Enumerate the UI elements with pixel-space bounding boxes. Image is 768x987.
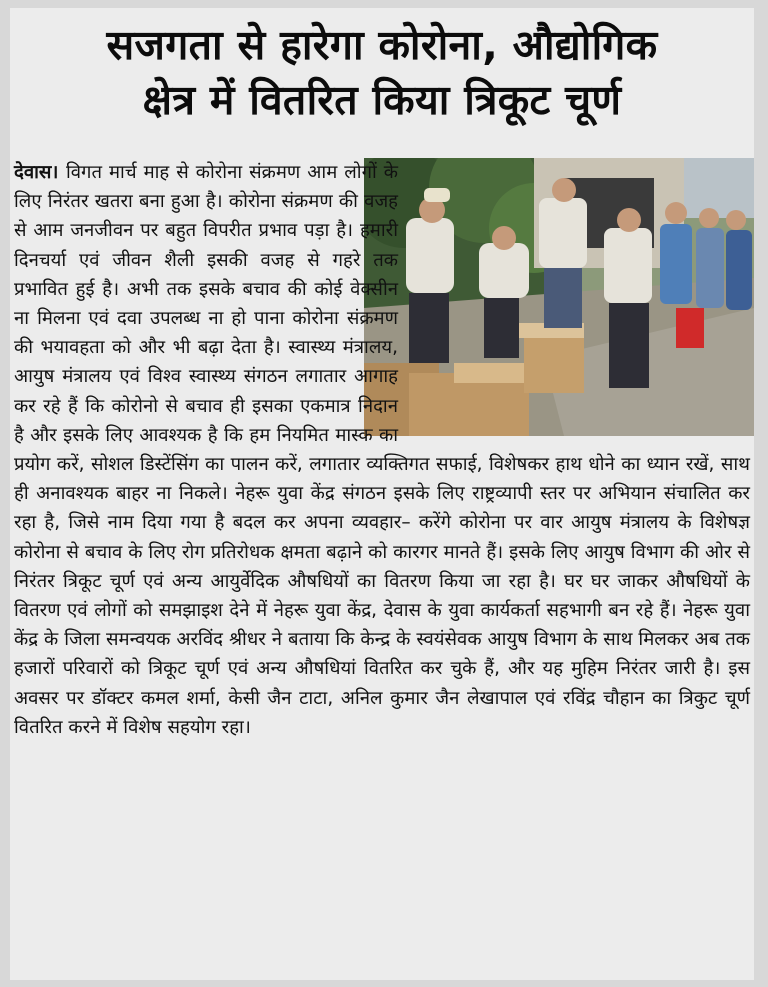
article-text: विगत मार्च माह से कोरोना संक्रमण आम लोगों के लिए निरंतर खतरा बना हुआ है। कोरोना संक्रमण की वजह से आम जनजीवन पर बहुत विपरीत प्रभाव पड़ा है। हमारी दिनचर्या एवं जीवन शैली इसकी वजह से गहरे तक प्रभावित हुई है। अभी तक इसके बचाव की कोई वेक्सीन ना मिलना एवं दवा उपलब्ध ना हो पाना कोरोना संक्रमण की भयावहता को और भी बढ़ा देता है। स्वास्थ्य मंत्रालय, आयुष मंत्रालय एवं विश्व स्वास्थ्य संगठन लगातार आगाह कर रहे हैं कि कोरोनो से बचाव ही इसका एकमात्र निदान है और इसके लिए आवश्यक है कि हम नियमित मास्क का प्रयोग करें, सोशल डिस्टेंसिंग का पालन करें, लगातार व्यक्तिगत सफाई, विशेषकर हाथ धोने का ध्यान रखें, साथ ही अनावश्यक बाहर ना निकले। नेहरू युवा केंद्र संगठन इसके लिए राष्ट्रव्यापी स्तर पर अभियान संचालित कर रहा है, जिसे नाम दिया गया है बदल कर अपना व्यवहार– करेंगे कोरोना पर वार आयुष मंत्रालय के विशेषज्ञ कोरोना से बचाव के लिए रोग प्रतिरोधक क्षमता बढ़ाने को कारगर मानते हैं। इसके लिए आयुष विभाग की ओर से निरंतर त्रिकूट चूर्ण एवं अन्य आयुर्वेदिक औषधियों का वितरण किया जा रहा है। घर घर जाकर औषधियों के वितरण एवं लोगों को समझाइश देने में नेहरू युवा केंद्र, देवास के युवा कार्यकर्ता सहभागी बन रहे हैं। नेहरू युवा केंद्र के जिला समन्वयक अरविंद श्रीधर ने बताया कि केन्द्र के स्वयंसेवक आयुष विभाग के साथ मिलकर अब तक हजारों परिवारों को त्रिकूट चूर्ण एवं अन्य औषधियां वितरित कर चुके हैं, और यह मुहिम निरंतर जारी है। इस अवसर पर डॉक्टर कमल शर्मा, केसी जैन टाटा, अनिल कुमार जैन लेखापाल एवं रविंद्र चौहान का त्रिकुट चूर्ण वितरित करने में विशेष सहयोग रहा। xyxy=(14,162,750,738)
photo-spacer xyxy=(398,158,750,437)
headline-line-1: सजगता से हारेगा कोरोना, औद्योगिक xyxy=(106,21,658,69)
article-body xyxy=(14,158,750,742)
news-clipping xyxy=(10,8,754,980)
headline-line-2: क्षेत्र में वितरित किया त्रिकूट चूर्ण xyxy=(142,76,622,124)
headline xyxy=(10,18,754,128)
dateline: देवास। xyxy=(14,162,66,183)
